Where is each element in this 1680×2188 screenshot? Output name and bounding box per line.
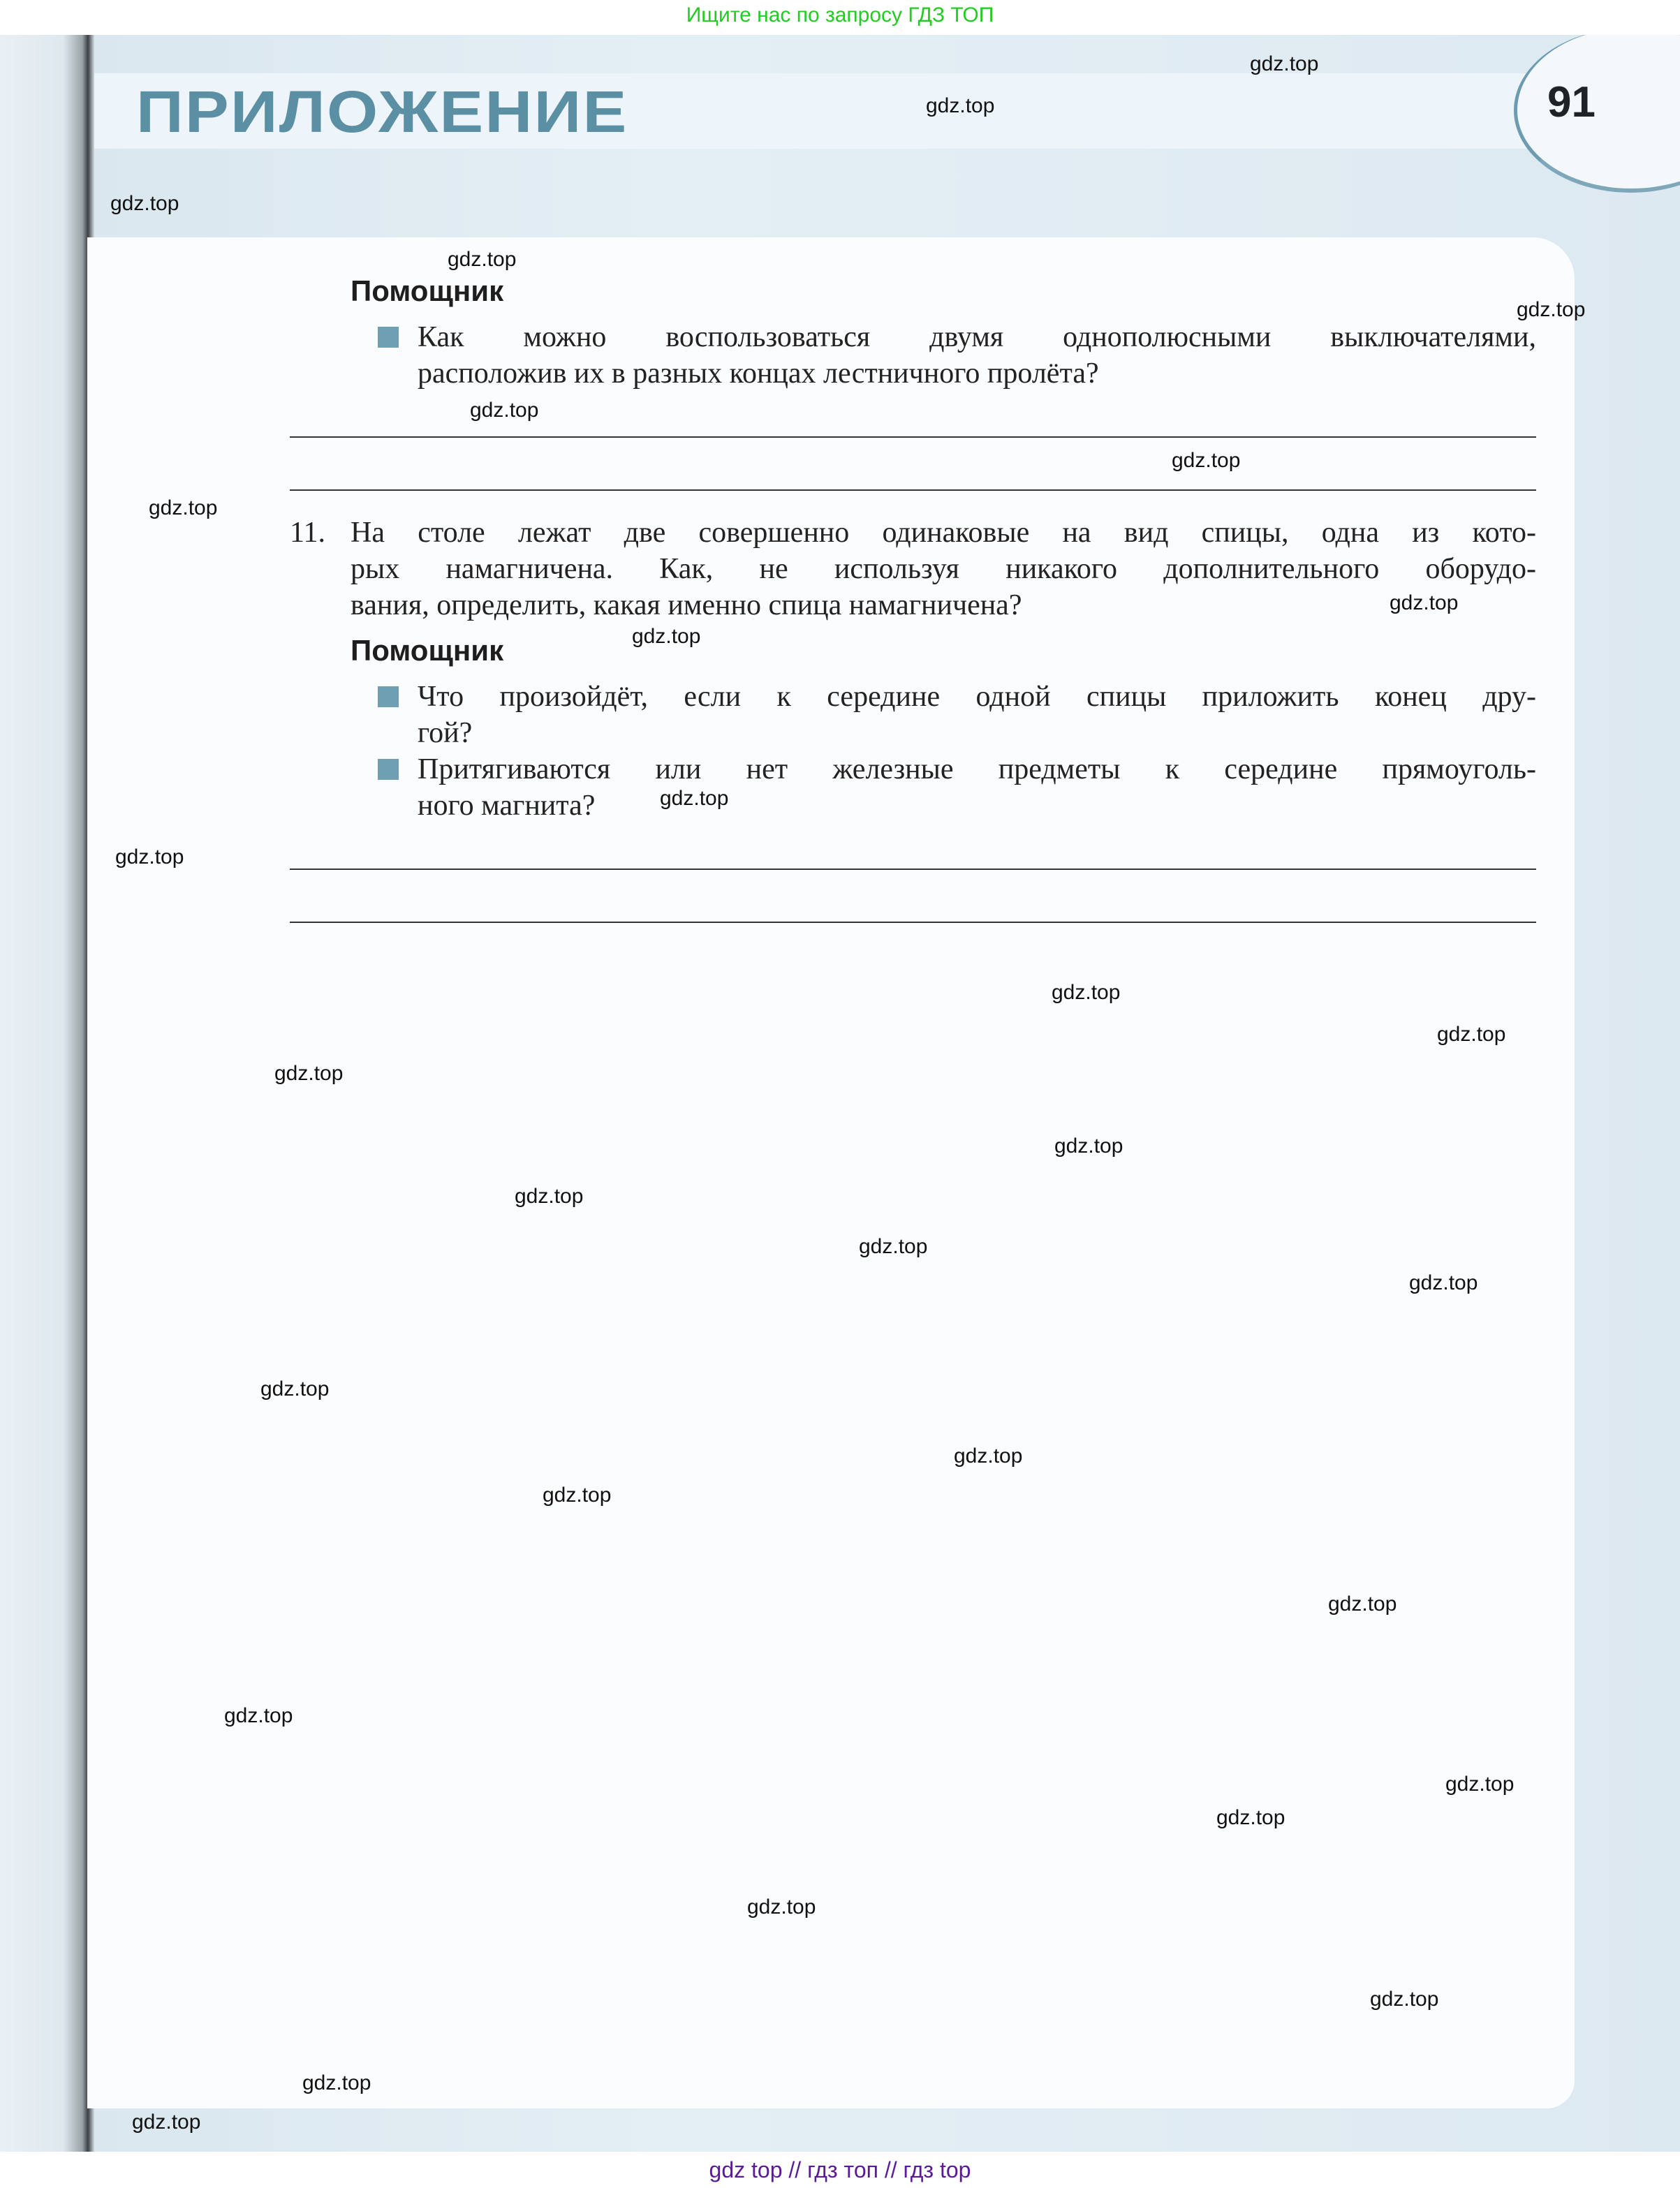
watermark-text: gdz.top xyxy=(224,1704,293,1727)
bullet-square-icon xyxy=(378,686,399,707)
question-line: рых намагничена. Как, не используя никакого дополнительного оборудо- xyxy=(351,553,1536,585)
hint-line: Притягиваются или нет железные предметы к середине прямоуголь- xyxy=(418,753,1536,785)
hint-line: расположив их в разных концах лестничного пролёта? xyxy=(418,357,1099,390)
watermark-text: gdz.top xyxy=(1390,591,1459,614)
hint-line: гой? xyxy=(418,717,473,749)
answer-line xyxy=(290,436,1536,438)
watermark-text: gdz.top xyxy=(926,94,995,117)
answer-line xyxy=(290,922,1536,923)
bottom-banner[interactable]: gdz top // гдз топ // гдз top xyxy=(0,2152,1680,2186)
question-line: вания, определить, какая именно спица намагничена? xyxy=(351,589,1022,621)
answer-line xyxy=(290,489,1536,491)
watermark-text: gdz.top xyxy=(470,399,539,422)
watermark-text: gdz.top xyxy=(515,1185,584,1208)
helper-heading: Помощник xyxy=(351,634,504,667)
watermark-text: gdz.top xyxy=(1437,1023,1506,1046)
watermark-text: gdz.top xyxy=(1328,1592,1397,1616)
watermark-text: gdz.top xyxy=(543,1484,612,1507)
watermark-text: gdz.top xyxy=(260,1377,330,1400)
watermark-text: gdz.top xyxy=(1409,1271,1478,1294)
watermark-text: gdz.top xyxy=(110,192,179,215)
watermark-text: gdz.top xyxy=(1172,449,1241,472)
watermark-text: gdz.top xyxy=(1052,981,1121,1004)
hint-line: Как можно воспользоваться двумя однополюсными выключателями, xyxy=(418,321,1536,353)
watermark-text: gdz.top xyxy=(632,625,701,648)
watermark-text: gdz.top xyxy=(1250,52,1319,75)
watermark-text: gdz.top xyxy=(660,787,729,810)
watermark-text: gdz.top xyxy=(1054,1134,1123,1158)
page-title: ПРИЛОЖЕНИЕ xyxy=(136,79,628,145)
watermark-text: gdz.top xyxy=(274,1062,344,1085)
watermark-text: gdz.top xyxy=(115,845,184,868)
watermark-text: gdz.top xyxy=(1216,1806,1285,1829)
watermark-text: gdz.top xyxy=(132,2111,201,2134)
bullet-square-icon xyxy=(378,759,399,780)
answer-line xyxy=(290,868,1536,870)
watermark-text: gdz.top xyxy=(747,1895,816,1919)
question-line: На столе лежат две совершенно одинаковые на вид спицы, одна из кото- xyxy=(351,517,1536,549)
watermark-text: gdz.top xyxy=(1445,1773,1515,1796)
book-spine xyxy=(0,35,94,2152)
watermark-text: gdz.top xyxy=(954,1444,1023,1468)
question-number: 11. xyxy=(290,517,325,549)
watermark-text: gdz.top xyxy=(302,2071,371,2094)
hint-line: Что произойдёт, если к середине одной спицы приложить конец дру- xyxy=(418,681,1536,713)
page-number: 91 xyxy=(1547,78,1596,126)
watermark-text: gdz.top xyxy=(448,248,517,271)
hint-line: ного магнита? xyxy=(418,790,596,822)
bullet-square-icon xyxy=(378,327,399,348)
helper-heading: Помощник xyxy=(351,274,504,307)
watermark-text: gdz.top xyxy=(859,1235,928,1258)
top-banner: Ищите нас по запросу ГДЗ ТОП xyxy=(0,0,1680,35)
watermark-text: gdz.top xyxy=(149,496,218,519)
watermark-text: gdz.top xyxy=(1370,1988,1439,2011)
watermark-text: gdz.top xyxy=(1517,298,1586,321)
